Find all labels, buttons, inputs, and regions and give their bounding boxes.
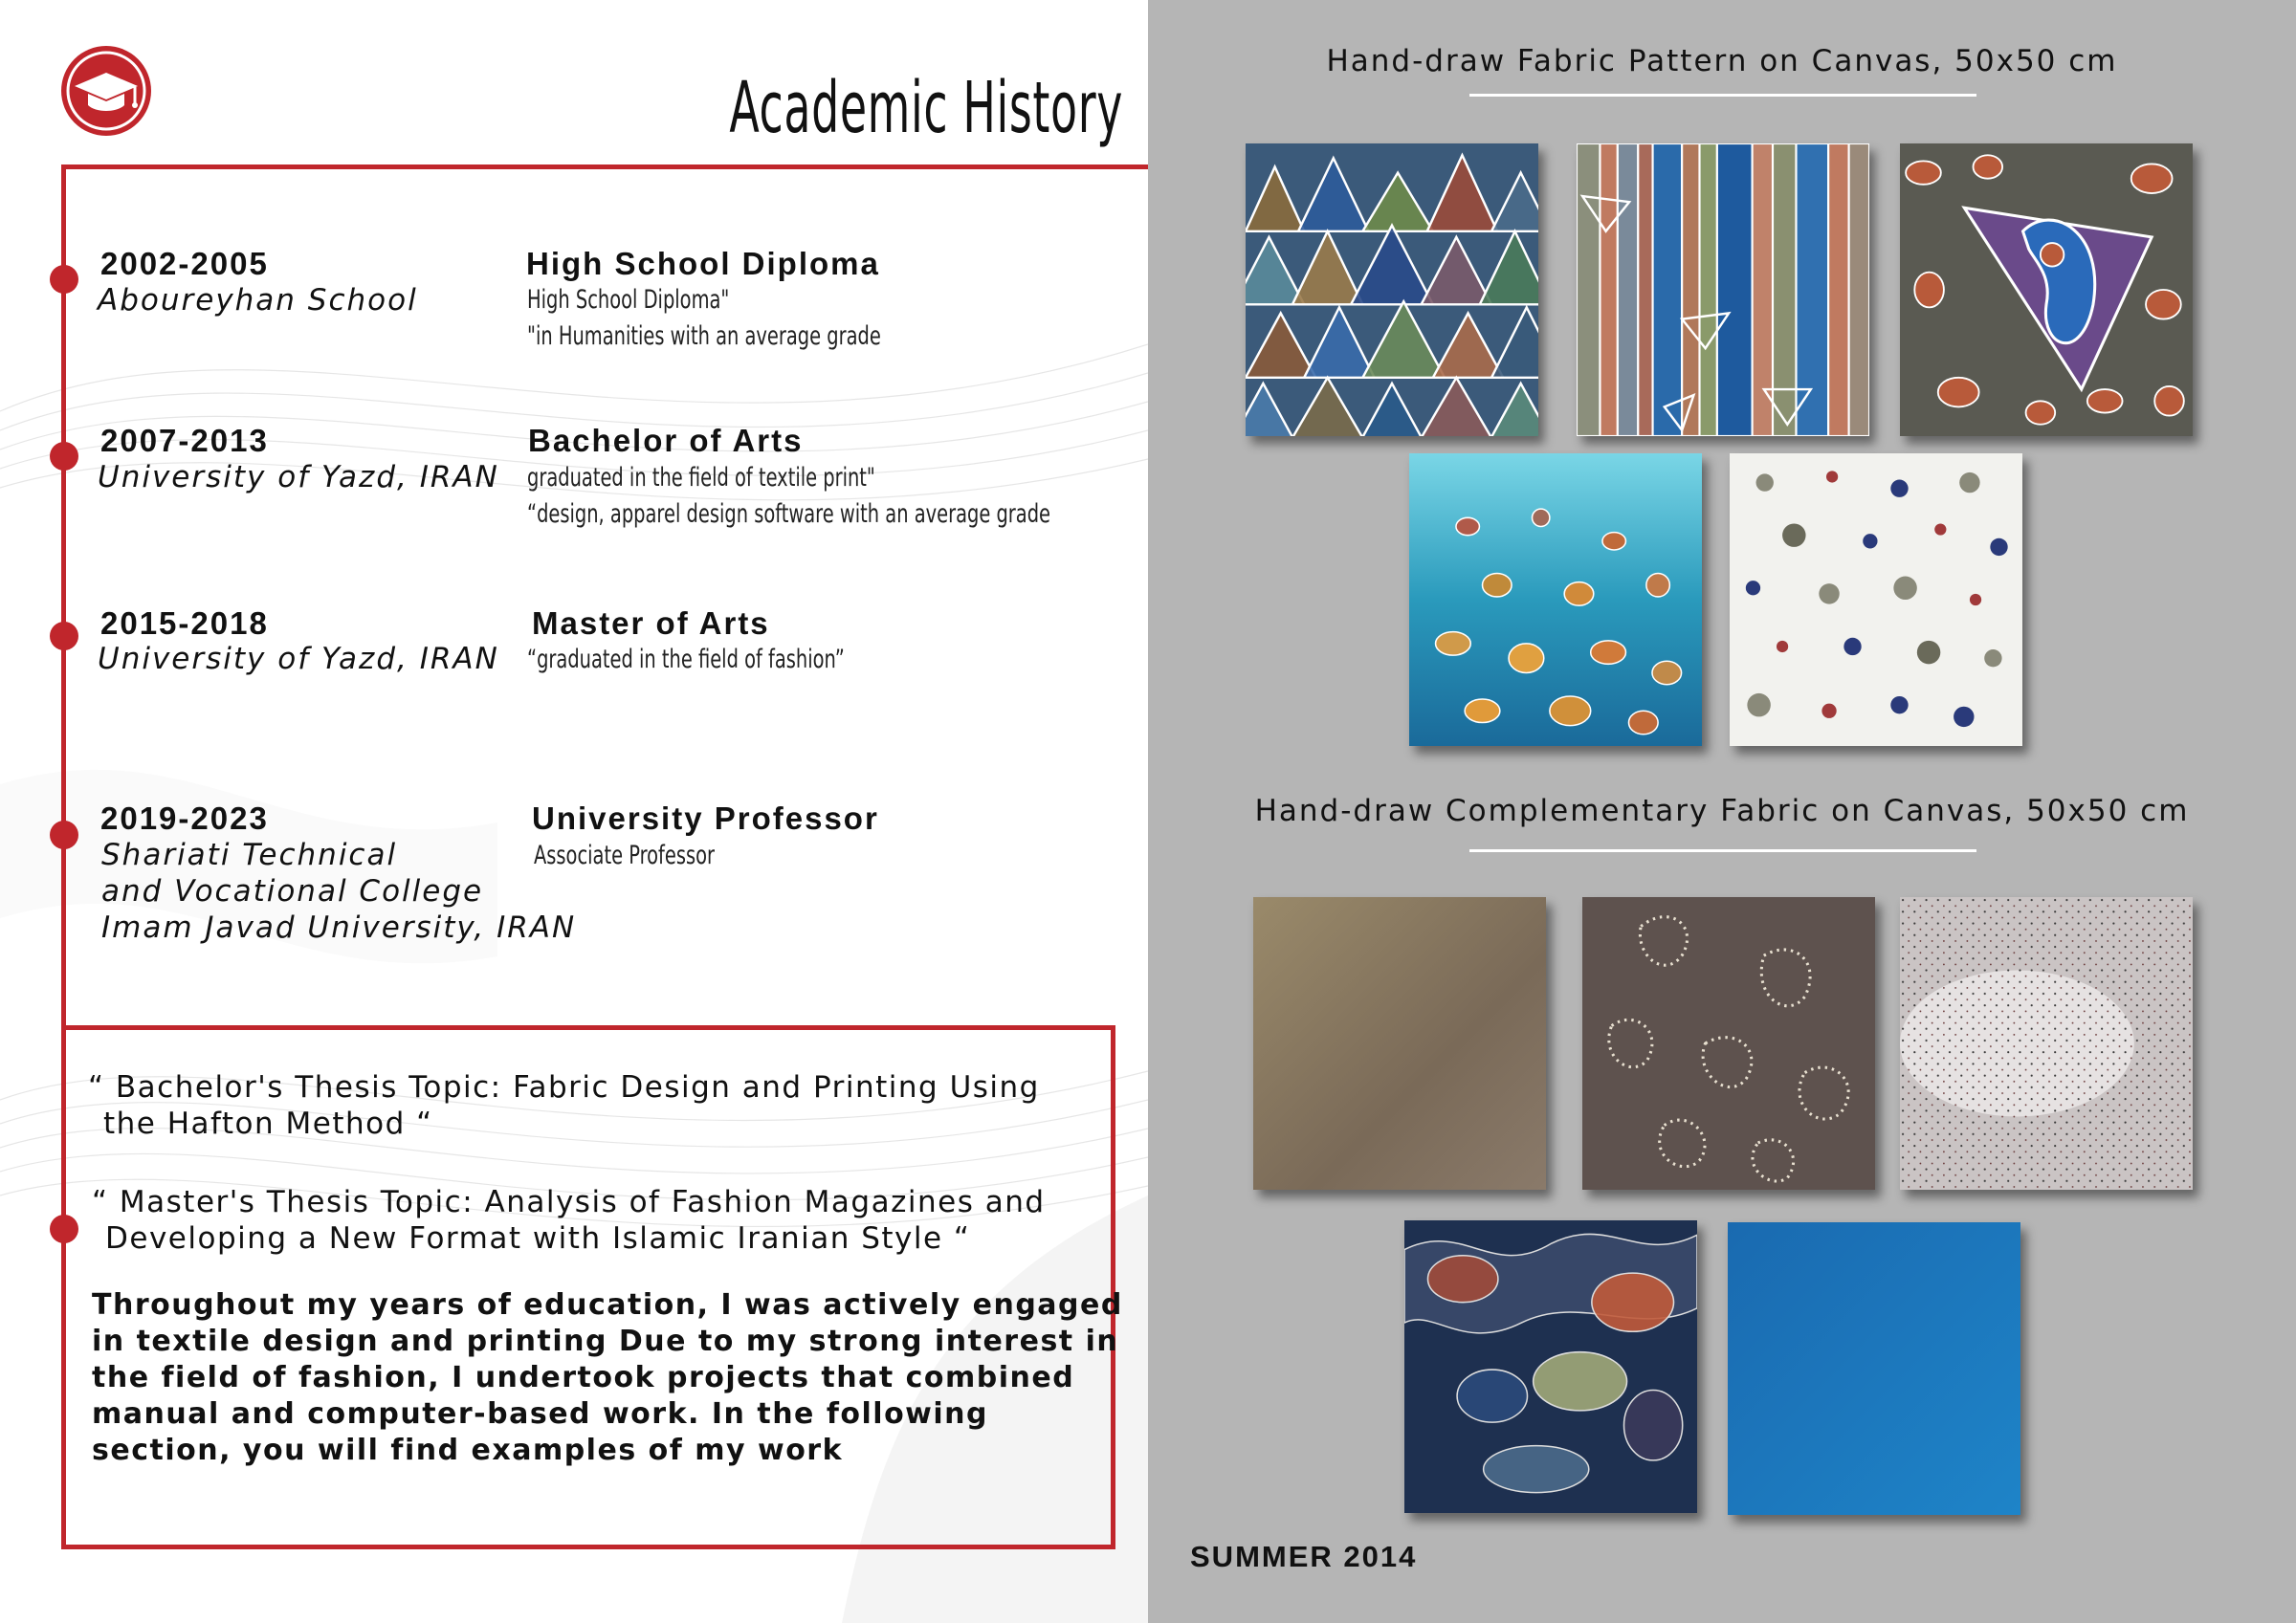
education-detail: graduated in the field of textile print" [527, 463, 875, 493]
timeline-dot [50, 265, 78, 294]
education-years: 2019-2023 [100, 801, 269, 836]
bachelor-thesis-topic: the Hafton Method “ [103, 1107, 433, 1141]
education-degree: University Professor [532, 801, 879, 836]
bachelor-thesis-topic: “ Bachelor's Thesis Topic: Fabric Design and Printing Using [88, 1070, 1040, 1105]
education-detail: High School Diploma" [527, 285, 730, 315]
fabric-artwork-mountains [1246, 143, 1538, 436]
master-thesis-topic: Developing a New Format with Islamic Iranian Style “ [105, 1221, 971, 1256]
fabric-artwork-speckled-cloud [1900, 897, 2193, 1190]
education-institution: Aboureyhan School [98, 283, 418, 318]
gallery-section-title: Hand-draw Complementary Fabric on Canvas, 50x50 cm [1254, 794, 2190, 828]
education-years: 2002-2005 [100, 246, 269, 281]
timeline-dot [50, 442, 78, 471]
master-thesis-topic: “ Master's Thesis Topic: Analysis of Fashion Magazines and [92, 1185, 1046, 1219]
fabric-artwork-polka-dots [1730, 453, 2022, 746]
fabric-artwork-brown-wash [1253, 897, 1546, 1190]
title-underline [1469, 94, 1976, 97]
education-detail: Associate Professor [534, 841, 715, 870]
fabric-artwork-dotted-outlines [1582, 897, 1875, 1190]
education-degree: High School Diploma [526, 246, 880, 281]
education-institution: University of Yazd, IRAN [98, 460, 499, 494]
education-detail: “graduated in the field of fashion” [527, 645, 845, 674]
education-institution: Imam Javad University, IRAN [101, 910, 577, 945]
timeline-dot [50, 1215, 78, 1243]
education-summary: Throughout my years of education, I was actively engaged in textile design and printing Due to my strong interest in the field of fashion, I undertook projects that combined manual and computer-based work. In the following section, you will find examples of my work [92, 1288, 1123, 1467]
education-institution: University of Yazd, IRAN [98, 642, 499, 676]
education-detail: "in Humanities with an average grade [527, 321, 881, 351]
education-years: 2015-2018 [100, 605, 269, 641]
title-underline [1469, 849, 1976, 852]
gallery-section-title: Hand-draw Fabric Pattern on Canvas, 50x50 cm [1326, 44, 2118, 78]
timeline-dot [50, 622, 78, 650]
frame-top-line [61, 164, 1148, 169]
fabric-artwork-blue-gradient [1728, 1222, 2020, 1515]
graduation-cap-icon [61, 46, 151, 136]
education-detail: “design, apparel design software with an average grade [527, 499, 1051, 529]
gallery-footer-date: SUMMER 2014 [1190, 1540, 1418, 1573]
gallery-page [1148, 0, 2296, 1623]
education-institution: Shariati Technical [101, 838, 398, 872]
education-years: 2007-2013 [100, 423, 269, 458]
fabric-artwork-stripes [1577, 143, 1869, 436]
timeline-line [61, 164, 66, 1030]
fabric-artwork-turquoise-spots [1409, 453, 1702, 746]
fabric-artwork-abstract-swirl [1900, 143, 2193, 436]
page-title: Academic History [729, 67, 1123, 149]
education-degree: Master of Arts [532, 605, 770, 641]
fabric-artwork-dark-abstract [1404, 1220, 1697, 1513]
timeline-dot [50, 821, 78, 849]
education-degree: Bachelor of Arts [528, 423, 804, 458]
education-institution: and Vocational College [101, 874, 484, 909]
